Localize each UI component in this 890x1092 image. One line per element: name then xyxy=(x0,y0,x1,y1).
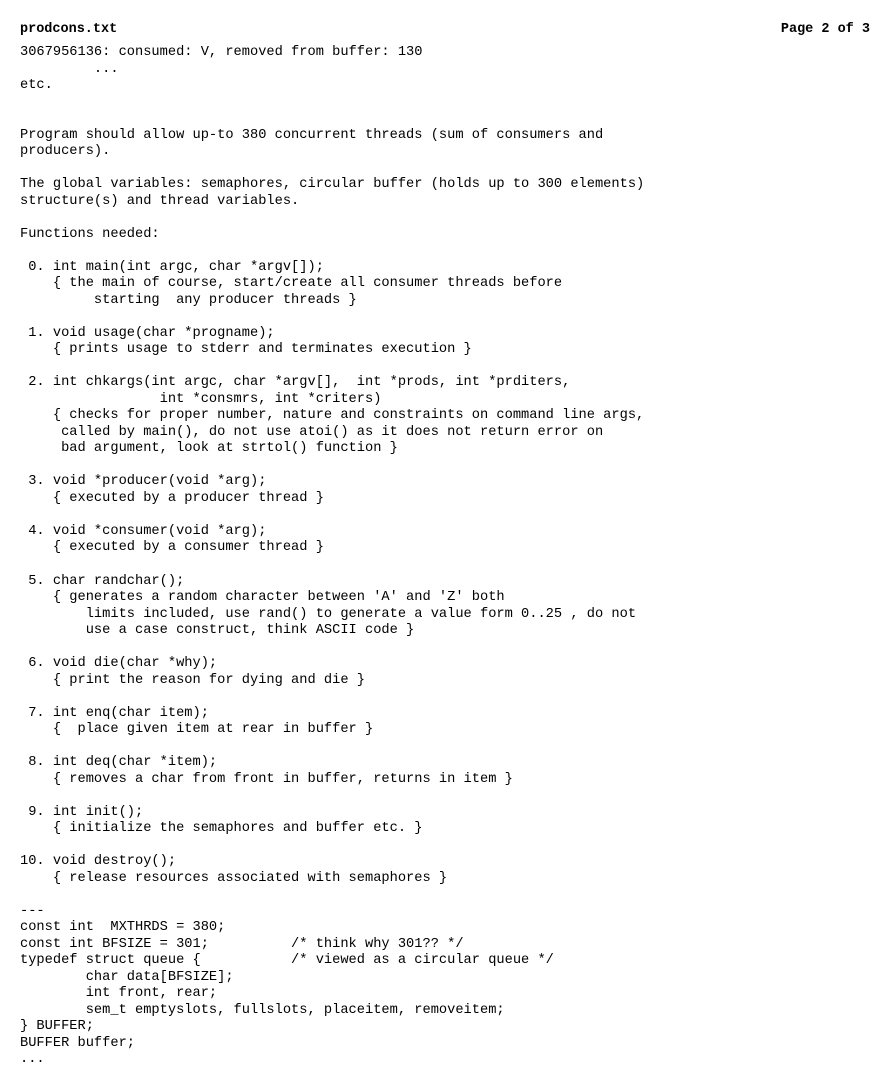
text-line: { executed by a producer thread } xyxy=(20,490,324,506)
text-line: 7. int enq(char item); xyxy=(20,705,209,721)
text-line: ... xyxy=(20,1052,45,1068)
text-line xyxy=(20,739,644,756)
text-line: 6. void die(char *why); xyxy=(20,656,218,672)
text-line: { place given item at rear in buffer } xyxy=(20,722,374,738)
text-line: sem_t emptyslots, fullslots, placeitem, removeitem; xyxy=(20,1002,505,1018)
text-line xyxy=(20,507,644,524)
document-text xyxy=(20,45,644,1069)
text-line: { the main of course, start/create all consumer threads before xyxy=(20,276,563,292)
text-line: const int MXTHRDS = 380; xyxy=(20,920,226,936)
text-line: int *consmrs, int *criters) xyxy=(20,391,382,407)
text-line: 9. int init(); xyxy=(20,804,144,820)
text-line: use a case construct, think ASCII code } xyxy=(20,623,415,639)
text-line: { release resources associated with semaphores } xyxy=(20,870,448,886)
text-line: limits included, use rand() to generate a value form 0..25 , do not xyxy=(20,606,637,622)
text-line: 3. void *producer(void *arg); xyxy=(20,474,267,490)
text-line xyxy=(20,887,644,904)
text-line: { prints usage to stderr and terminates execution } xyxy=(20,342,472,358)
text-line: { print the reason for dying and die } xyxy=(20,672,365,688)
text-line xyxy=(20,111,644,128)
text-line: --- xyxy=(20,903,45,919)
text-line: { checks for proper number, nature and constraints on command line args, xyxy=(20,408,645,424)
text-line xyxy=(20,838,644,855)
text-line: int front, rear; xyxy=(20,986,218,1002)
text-line: Program should allow up-to 380 concurrent threads (sum of consumers and xyxy=(20,127,604,143)
text-line: } BUFFER; xyxy=(20,1019,94,1035)
text-line: 4. void *consumer(void *arg); xyxy=(20,523,267,539)
text-line xyxy=(20,309,644,326)
text-line: 8. int deq(char *item); xyxy=(20,755,218,771)
text-line xyxy=(20,161,644,178)
text-line: { executed by a consumer thread } xyxy=(20,540,324,556)
text-line: 10. void destroy(); xyxy=(20,854,177,870)
text-line: 2. int chkargs(int argc, char *argv[], int *prods, int *prditers, xyxy=(20,375,571,391)
text-line: { removes a char from front in buffer, returns in item } xyxy=(20,771,513,787)
text-line: 1. void usage(char *progname); xyxy=(20,325,275,341)
text-line: const int BFSIZE = 301; /* think why 301?? */ xyxy=(20,936,464,952)
text-line: 3067956136: consumed: V, removed from buffer: 130 xyxy=(20,45,423,60)
text-line xyxy=(20,788,644,805)
text-line: 0. int main(int argc, char *argv[]); xyxy=(20,259,324,275)
text-line xyxy=(20,689,644,706)
text-line: ... xyxy=(20,61,119,77)
text-line: typedef struct queue { /* viewed as a circular queue */ xyxy=(20,953,554,969)
text-line: starting any producer threads } xyxy=(20,292,357,308)
text-line xyxy=(20,557,644,574)
text-line: called by main(), do not use atoi() as it does not return error on xyxy=(20,424,604,440)
text-line: etc. xyxy=(20,78,53,94)
file-name: prodcons.txt xyxy=(20,22,118,37)
text-line xyxy=(20,640,644,657)
text-line: 5. char randchar(); xyxy=(20,573,185,589)
text-line: bad argument, look at strtol() function } xyxy=(20,441,398,457)
text-line xyxy=(20,210,644,227)
page-number: Page 2 of 3 xyxy=(780,22,870,37)
text-line xyxy=(20,359,644,376)
text-line: { initialize the semaphores and buffer etc. } xyxy=(20,821,423,837)
text-line xyxy=(20,243,644,260)
text-line: structure(s) and thread variables. xyxy=(20,193,300,209)
text-line: The global variables: semaphores, circular buffer (holds up to 300 elements) xyxy=(20,177,645,193)
text-line: { generates a random character between 'A' and 'Z' both xyxy=(20,590,505,606)
text-line: BUFFER buffer; xyxy=(20,1035,135,1051)
text-line: Functions needed: xyxy=(20,226,160,242)
text-line: char data[BFSIZE]; xyxy=(20,969,234,985)
text-line xyxy=(20,458,644,475)
text-line xyxy=(20,95,644,112)
text-line: producers). xyxy=(20,144,111,160)
